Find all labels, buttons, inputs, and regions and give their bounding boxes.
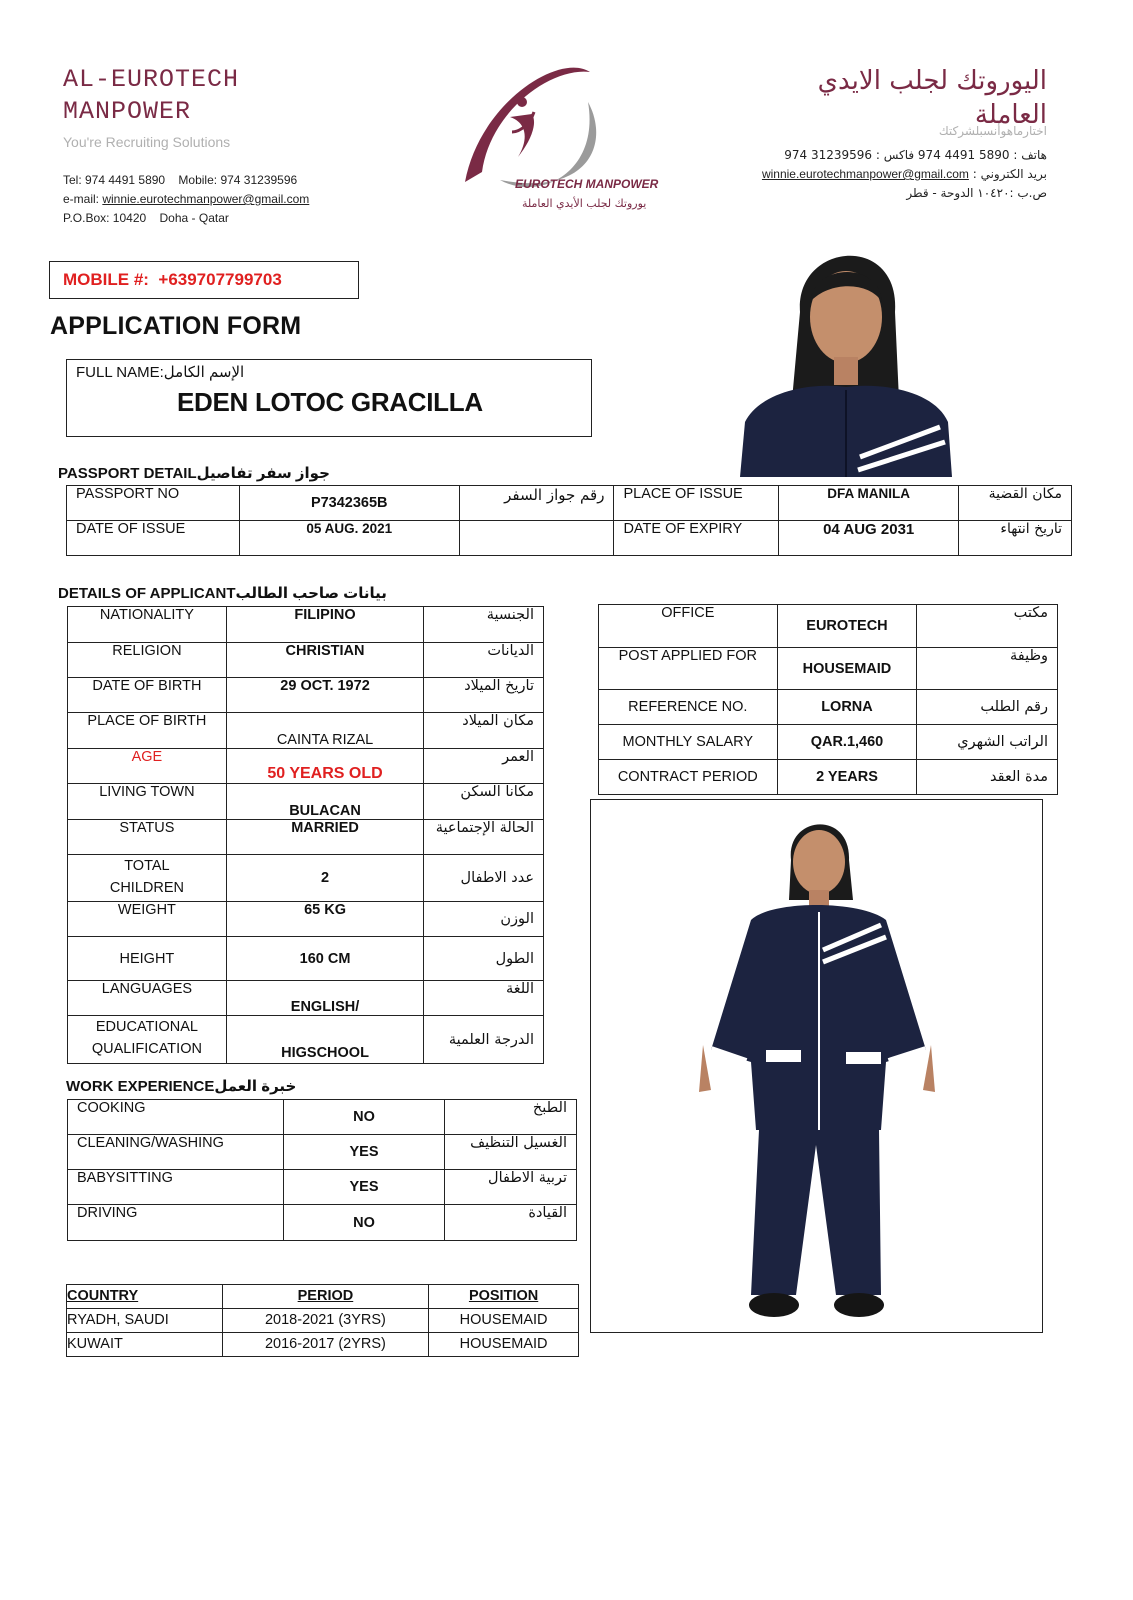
arabic-phone: هاتف : 5890 4491 974 فاكس : 31239596 974 [784, 148, 1047, 162]
applicant-row [68, 643, 544, 678]
passport-row-2 [67, 521, 1072, 556]
post-applied-label: POST APPLIED FOR [599, 648, 778, 690]
full-body-photo [590, 799, 1043, 1333]
experience-country: RYADH, SAUDI [67, 1309, 223, 1333]
living-town-label: LIVING TOWN [68, 784, 227, 820]
post-applied-value: HOUSEMAID [777, 648, 917, 690]
company-tagline: You're Recruiting Solutions [63, 134, 231, 150]
passport-table [66, 485, 1072, 556]
driving-arabic: القيادة [445, 1205, 577, 1241]
arabic-company-name [627, 64, 1047, 132]
pobox-line: P.O.Box: 10420 Doha - Qatar [63, 211, 229, 225]
total-children-label: TOTAL CHILDREN [68, 855, 227, 902]
date-of-expiry-arabic: تاريخ انتهاء [959, 521, 1072, 556]
office-table [598, 604, 1058, 795]
education-value: HIGSCHOOL [226, 1016, 423, 1064]
email-link[interactable]: winnie.eurotechmanpower@gmail.com [102, 192, 310, 206]
applicant-row [68, 678, 544, 713]
office-row [599, 760, 1058, 795]
languages-value: ENGLISH/ [226, 981, 423, 1016]
babysitting-value: YES [283, 1170, 445, 1205]
logo-text: EUROTECH MANPOWER [515, 177, 659, 191]
period-header: PERIOD [222, 1285, 428, 1309]
office-row [599, 690, 1058, 725]
driving-value: NO [283, 1205, 445, 1241]
education-label: EDUCATIONAL QUALIFICATION [68, 1016, 227, 1064]
form-title: APPLICATION FORM [50, 312, 302, 340]
place-of-issue-value: DFA MANILA [779, 486, 959, 521]
applicant-row [68, 902, 544, 937]
mobile-box [49, 261, 359, 299]
full-name-value: EDEN LOTOC GRACILLA [177, 387, 483, 417]
reference-label: REFERENCE NO. [599, 690, 778, 725]
experience-row [67, 1309, 579, 1333]
date-of-issue-value: 05 AUG. 2021 [239, 521, 459, 556]
logo-arabic: يوروتك لجلب الأيدي العاملة [522, 197, 647, 210]
babysitting-label: BABYSITTING [68, 1170, 284, 1205]
salary-value: QAR.1,460 [777, 725, 917, 760]
experience-position: HOUSEMAID [429, 1309, 579, 1333]
office-row [599, 648, 1058, 690]
applicant-section-title: DETAILS OF APPLICANTبيانات صاحب الطالب [58, 585, 387, 602]
weight-value: 65 KG [226, 902, 423, 937]
age-label: AGE [68, 749, 227, 784]
work-table [67, 1099, 577, 1241]
date-of-expiry-label: DATE OF EXPIRY [614, 521, 779, 556]
living-town-value: BULACAN [226, 784, 423, 820]
office-arabic: مكتب [917, 605, 1058, 648]
country-header: COUNTRY [67, 1285, 223, 1309]
date-of-issue-arabic [459, 521, 614, 556]
dob-value: 29 OCT. 1972 [226, 678, 423, 713]
full-name-label: FULL NAME:الإسم الكامل [76, 364, 245, 381]
experience-row [67, 1333, 579, 1357]
contract-arabic: مدة العقد [917, 760, 1058, 795]
office-value: EUROTECH [777, 605, 917, 648]
total-children-arabic: عدد الاطفال [424, 855, 544, 902]
cooking-label: COOKING [68, 1100, 284, 1135]
cleaning-arabic: الغسيل التنظيف [445, 1135, 577, 1170]
passport-section-title: PASSPORT DETAILجواز سفر تفاصيل [58, 465, 330, 482]
work-row [68, 1170, 577, 1205]
place-of-issue-label: PLACE OF ISSUE [614, 486, 779, 521]
height-value: 160 CM [226, 937, 423, 981]
date-of-issue-label: DATE OF ISSUE [67, 521, 240, 556]
applicant-row [68, 981, 544, 1016]
full-body-person-icon [591, 800, 1041, 1331]
nationality-value: FILIPINO [226, 607, 423, 643]
reference-arabic: رقم الطلب [917, 690, 1058, 725]
work-row [68, 1205, 577, 1241]
pob-value: CAINTA RIZAL [226, 713, 423, 749]
religion-label: RELIGION [68, 643, 227, 678]
status-label: STATUS [68, 820, 227, 855]
contact-left [63, 171, 309, 228]
contact-right [687, 146, 1047, 203]
age-value: 50 YEARS OLD [226, 749, 423, 784]
salary-label: MONTHLY SALARY [599, 725, 778, 760]
cooking-value: NO [283, 1100, 445, 1135]
arabic-pobox: ص.ب :١٠٤٢٠ الدوحة - قطر [906, 186, 1047, 200]
applicant-row [68, 855, 544, 902]
cleaning-value: YES [283, 1135, 445, 1170]
nationality-arabic: الجنسية [424, 607, 544, 643]
contract-value: 2 YEARS [777, 760, 917, 795]
work-row [68, 1100, 577, 1135]
salary-arabic: الراتب الشهري [917, 725, 1058, 760]
religion-value: CHRISTIAN [226, 643, 423, 678]
applicant-row [68, 1016, 544, 1064]
passport-no-label: PASSPORT NO [67, 486, 240, 521]
weight-arabic: الوزن [424, 902, 544, 937]
reference-value: LORNA [777, 690, 917, 725]
experience-period: 2018-2021 (3YRS) [222, 1309, 428, 1333]
age-arabic: العمر [424, 749, 544, 784]
cooking-arabic: الطبخ [445, 1100, 577, 1135]
portrait-person-icon [740, 222, 952, 477]
pob-label: PLACE OF BIRTH [68, 713, 227, 749]
applicant-row [68, 784, 544, 820]
arabic-email-line: winnie.eurotechmanpower@gmail.com : بريد الكتروني [761, 167, 1047, 181]
portrait-photo [740, 222, 952, 477]
tel-line: Tel: 974 4491 5890 Mobile: 974 31239596 [63, 173, 298, 187]
experience-period: 2016-2017 (2YRS) [222, 1333, 428, 1357]
work-section-title: WORK EXPERIENCEخبرة العمل [66, 1078, 297, 1095]
mobile-number: MOBILE #: +639707799703 [63, 270, 282, 289]
applicant-row [68, 937, 544, 981]
status-value: MARRIED [226, 820, 423, 855]
weight-label: WEIGHT [68, 902, 227, 937]
dob-arabic: تاريخ الميلاد [424, 678, 544, 713]
office-label: OFFICE [599, 605, 778, 648]
dob-label: DATE OF BIRTH [68, 678, 227, 713]
education-arabic: الدرجة العلمية [424, 1016, 544, 1064]
date-of-expiry-value: 04 AUG 2031 [779, 521, 959, 556]
experience-header-row [67, 1285, 579, 1309]
total-children-value: 2 [226, 855, 423, 902]
cleaning-label: CLEANING/WASHING [68, 1135, 284, 1170]
religion-arabic: الديانات [424, 643, 544, 678]
applicant-row [68, 820, 544, 855]
arabic-email-link[interactable]: winnie.eurotechmanpower@gmail.com [761, 167, 969, 181]
languages-arabic: اللغة [424, 981, 544, 1016]
experience-country: KUWAIT [67, 1333, 223, 1357]
nationality-label: NATIONALITY [68, 607, 227, 643]
email-line: e-mail: winnie.eurotechmanpower@gmail.com [63, 192, 310, 206]
height-label: HEIGHT [68, 937, 227, 981]
experience-position: HOUSEMAID [429, 1333, 579, 1357]
experience-table [66, 1284, 579, 1357]
arabic-name-line2: العاملة [974, 100, 1047, 130]
pob-arabic: مكان الميلاد [424, 713, 544, 749]
full-name-box [66, 359, 592, 437]
contract-label: CONTRACT PERIOD [599, 760, 778, 795]
passport-row-1 [67, 486, 1072, 521]
applicant-row [68, 713, 544, 749]
applicant-table [67, 606, 544, 1064]
applicant-row [68, 607, 544, 643]
languages-label: LANGUAGES [68, 981, 227, 1016]
living-town-arabic: مكانا السكن [424, 784, 544, 820]
company-name-line1: AL-EUROTECH [63, 65, 240, 94]
position-header: POSITION [429, 1285, 579, 1309]
post-applied-arabic: وظيفة [917, 648, 1058, 690]
applicant-row [68, 749, 544, 784]
work-row [68, 1135, 577, 1170]
office-row [599, 605, 1058, 648]
company-name-line2: MANPOWER [63, 97, 192, 126]
arabic-tagline: اختارماهوأنسبلشركتك [938, 124, 1047, 138]
passport-no-arabic: رقم جواز السفر [459, 486, 614, 521]
arabic-name-line1: اليوروتك لجلب الايدي [817, 66, 1047, 96]
place-of-issue-arabic: مكان القضية [959, 486, 1072, 521]
passport-no-value: P7342365B [239, 486, 459, 521]
height-arabic: الطول [424, 937, 544, 981]
status-arabic: الحالة الإجتماعية [424, 820, 544, 855]
office-row [599, 725, 1058, 760]
driving-label: DRIVING [68, 1205, 284, 1241]
company-name [63, 64, 239, 128]
babysitting-arabic: تربية الاطفال [445, 1170, 577, 1205]
